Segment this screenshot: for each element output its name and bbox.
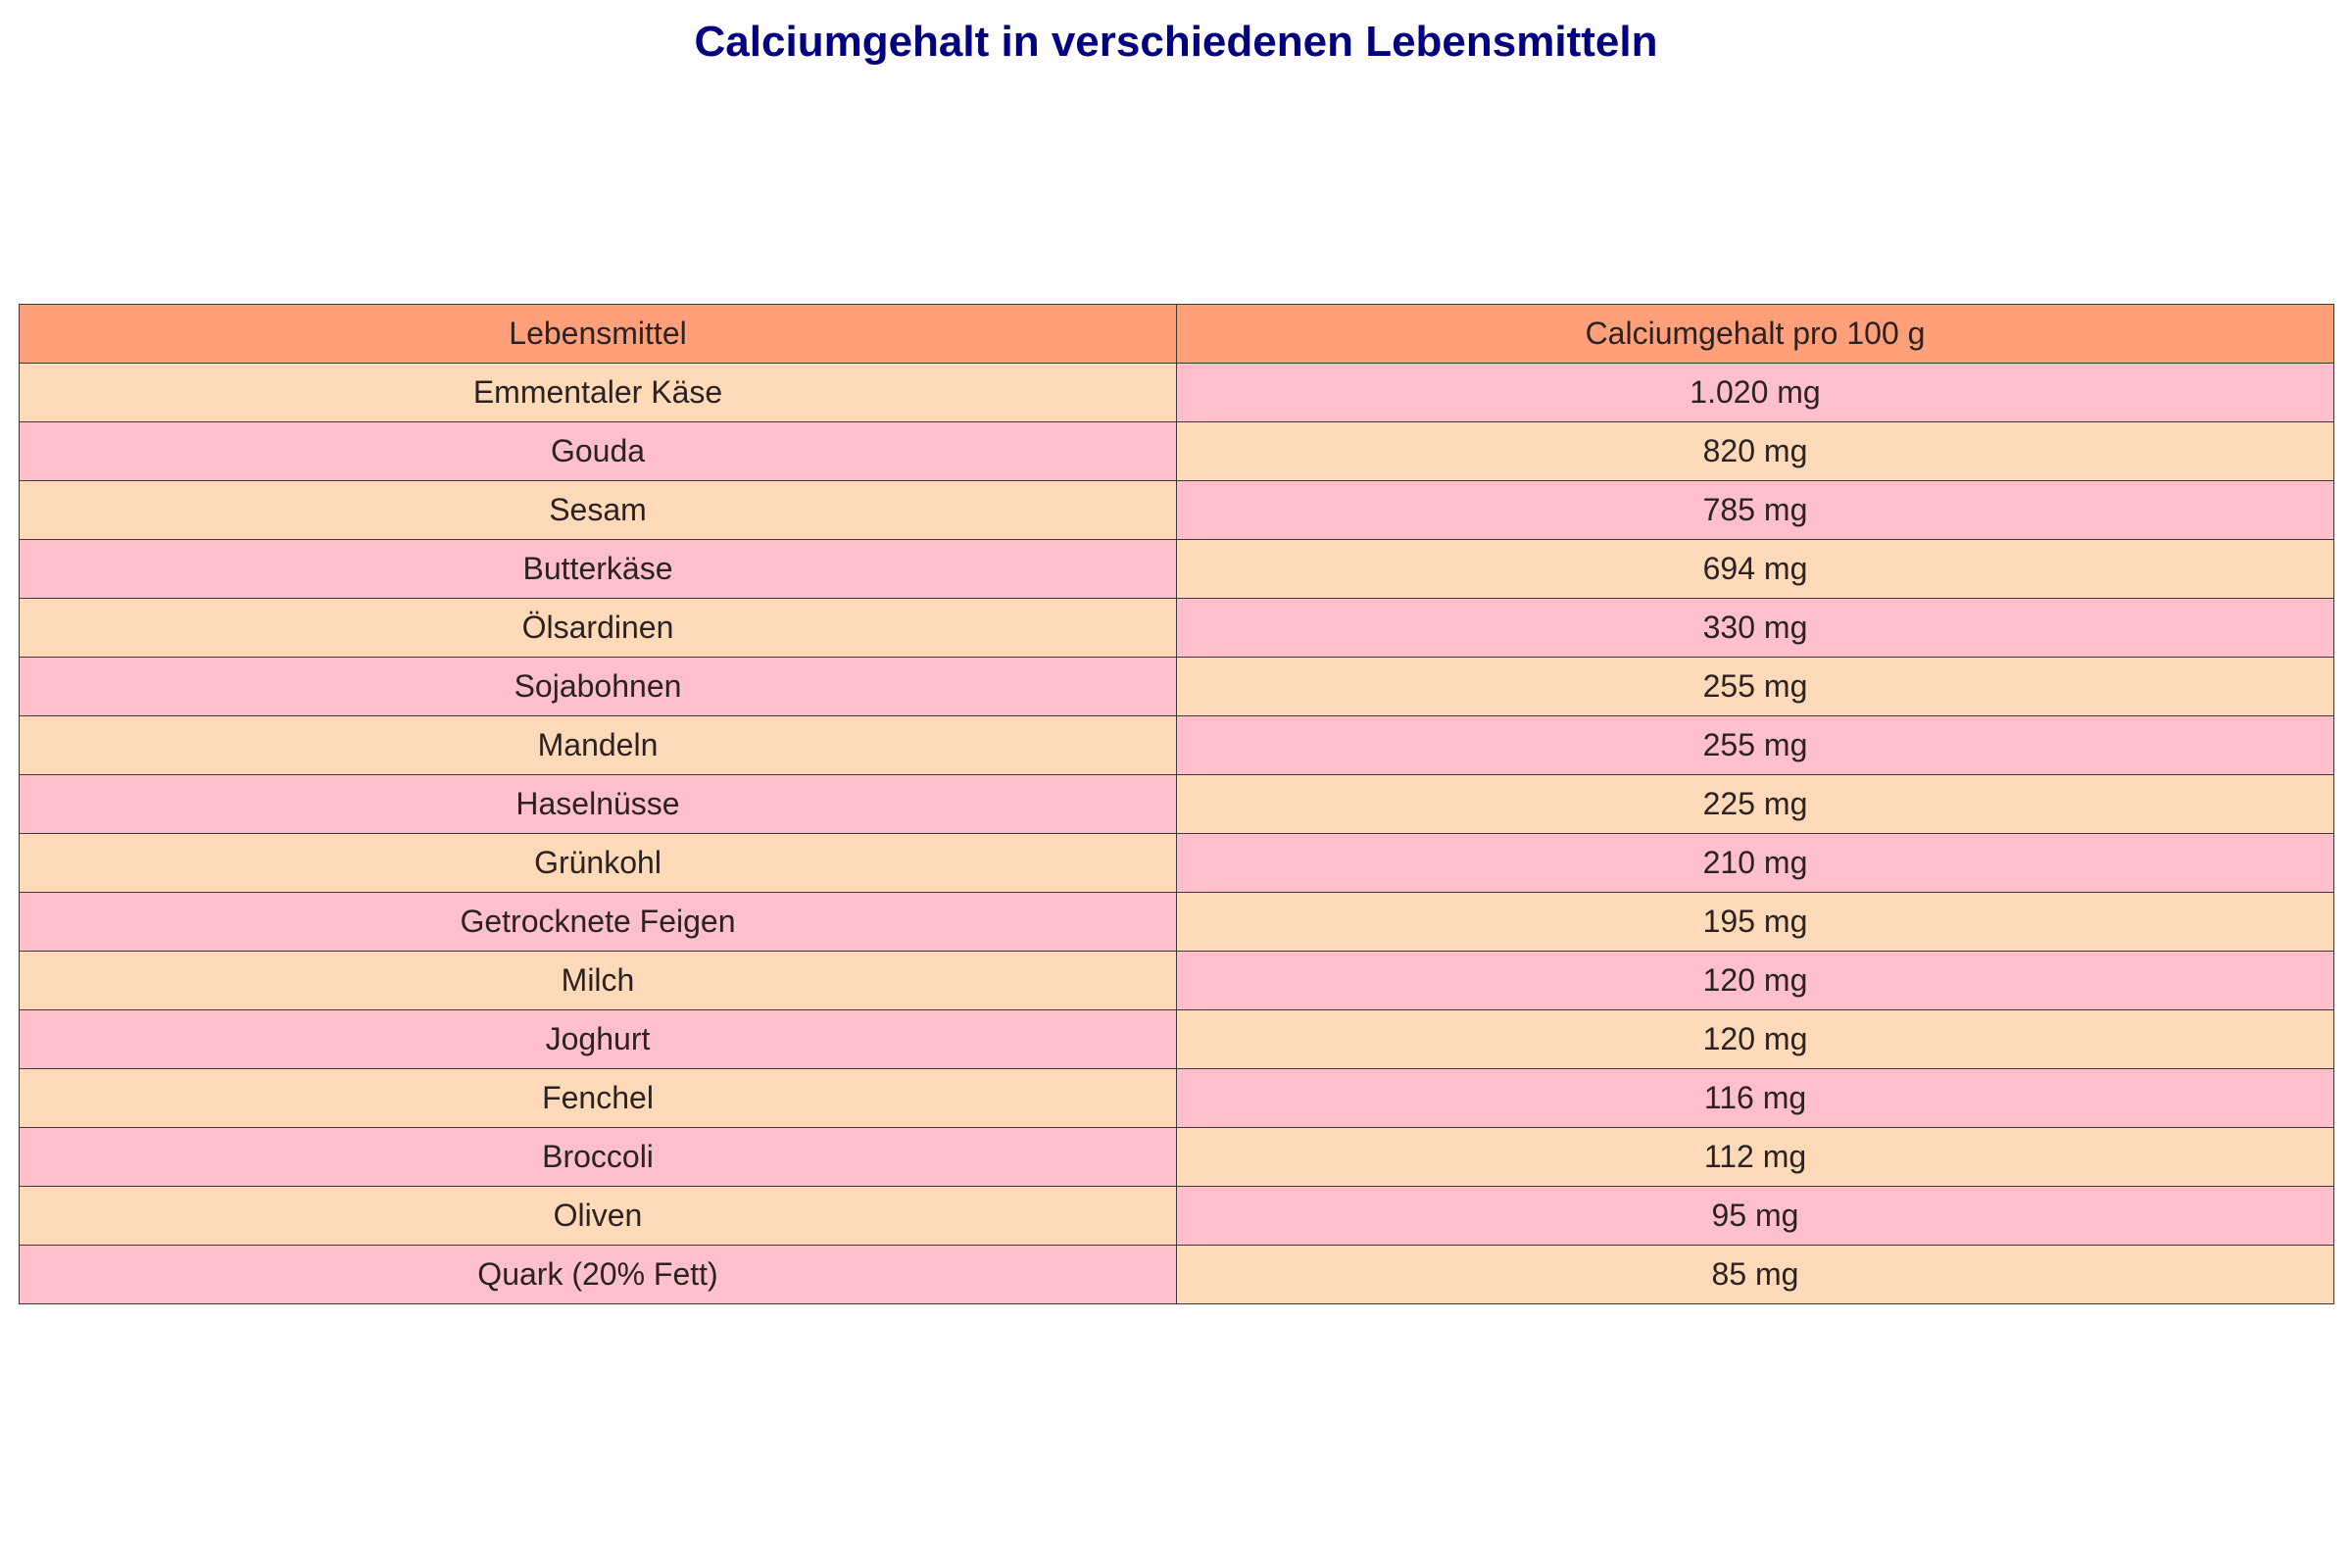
calcium-value-cell: 112 mg: [1177, 1128, 2334, 1187]
calcium-value-cell: 255 mg: [1177, 658, 2334, 716]
calcium-value-cell: 85 mg: [1177, 1246, 2334, 1304]
column-header-food: Lebensmittel: [20, 305, 1177, 364]
food-name-cell: Broccoli: [20, 1128, 1177, 1187]
food-name-cell: Gouda: [20, 422, 1177, 481]
calcium-value-cell: 116 mg: [1177, 1069, 2334, 1128]
food-name-cell: Fenchel: [20, 1069, 1177, 1128]
calcium-value-cell: 210 mg: [1177, 834, 2334, 893]
food-name-cell: Milch: [20, 952, 1177, 1010]
food-name-cell: Ölsardinen: [20, 599, 1177, 658]
table-row: [20, 658, 2334, 716]
table-header-row: [20, 305, 2334, 364]
table-row: [20, 834, 2334, 893]
food-name-cell: Haselnüsse: [20, 775, 1177, 834]
food-name-cell: Getrocknete Feigen: [20, 893, 1177, 952]
table-row: [20, 775, 2334, 834]
food-name-cell: Emmentaler Käse: [20, 364, 1177, 422]
calcium-value-cell: 1.020 mg: [1177, 364, 2334, 422]
table-row: [20, 599, 2334, 658]
calcium-value-cell: 120 mg: [1177, 952, 2334, 1010]
table-row: [20, 540, 2334, 599]
table-row: [20, 1069, 2334, 1128]
food-name-cell: Joghurt: [20, 1010, 1177, 1069]
table-row: [20, 481, 2334, 540]
table-row: [20, 893, 2334, 952]
calcium-value-cell: 785 mg: [1177, 481, 2334, 540]
table-row: [20, 716, 2334, 775]
calcium-value-cell: 195 mg: [1177, 893, 2334, 952]
calcium-table: [19, 304, 2334, 1304]
table-row: [20, 364, 2334, 422]
column-header-calcium: Calciumgehalt pro 100 g: [1177, 305, 2334, 364]
table-row: [20, 1187, 2334, 1246]
calcium-value-cell: 330 mg: [1177, 599, 2334, 658]
food-name-cell: Mandeln: [20, 716, 1177, 775]
table-row: [20, 1128, 2334, 1187]
calcium-value-cell: 694 mg: [1177, 540, 2334, 599]
table-row: [20, 1010, 2334, 1069]
food-name-cell: Sesam: [20, 481, 1177, 540]
calcium-value-cell: 120 mg: [1177, 1010, 2334, 1069]
food-name-cell: Grünkohl: [20, 834, 1177, 893]
chart-title: Calciumgehalt in verschiedenen Lebensmitteln: [694, 18, 1658, 66]
table-row: [20, 1246, 2334, 1304]
table-row: [20, 952, 2334, 1010]
calcium-value-cell: 225 mg: [1177, 775, 2334, 834]
food-name-cell: Quark (20% Fett): [20, 1246, 1177, 1304]
table-row: [20, 422, 2334, 481]
food-name-cell: Oliven: [20, 1187, 1177, 1246]
calcium-value-cell: 255 mg: [1177, 716, 2334, 775]
food-name-cell: Sojabohnen: [20, 658, 1177, 716]
food-name-cell: Butterkäse: [20, 540, 1177, 599]
calcium-value-cell: 820 mg: [1177, 422, 2334, 481]
calcium-value-cell: 95 mg: [1177, 1187, 2334, 1246]
